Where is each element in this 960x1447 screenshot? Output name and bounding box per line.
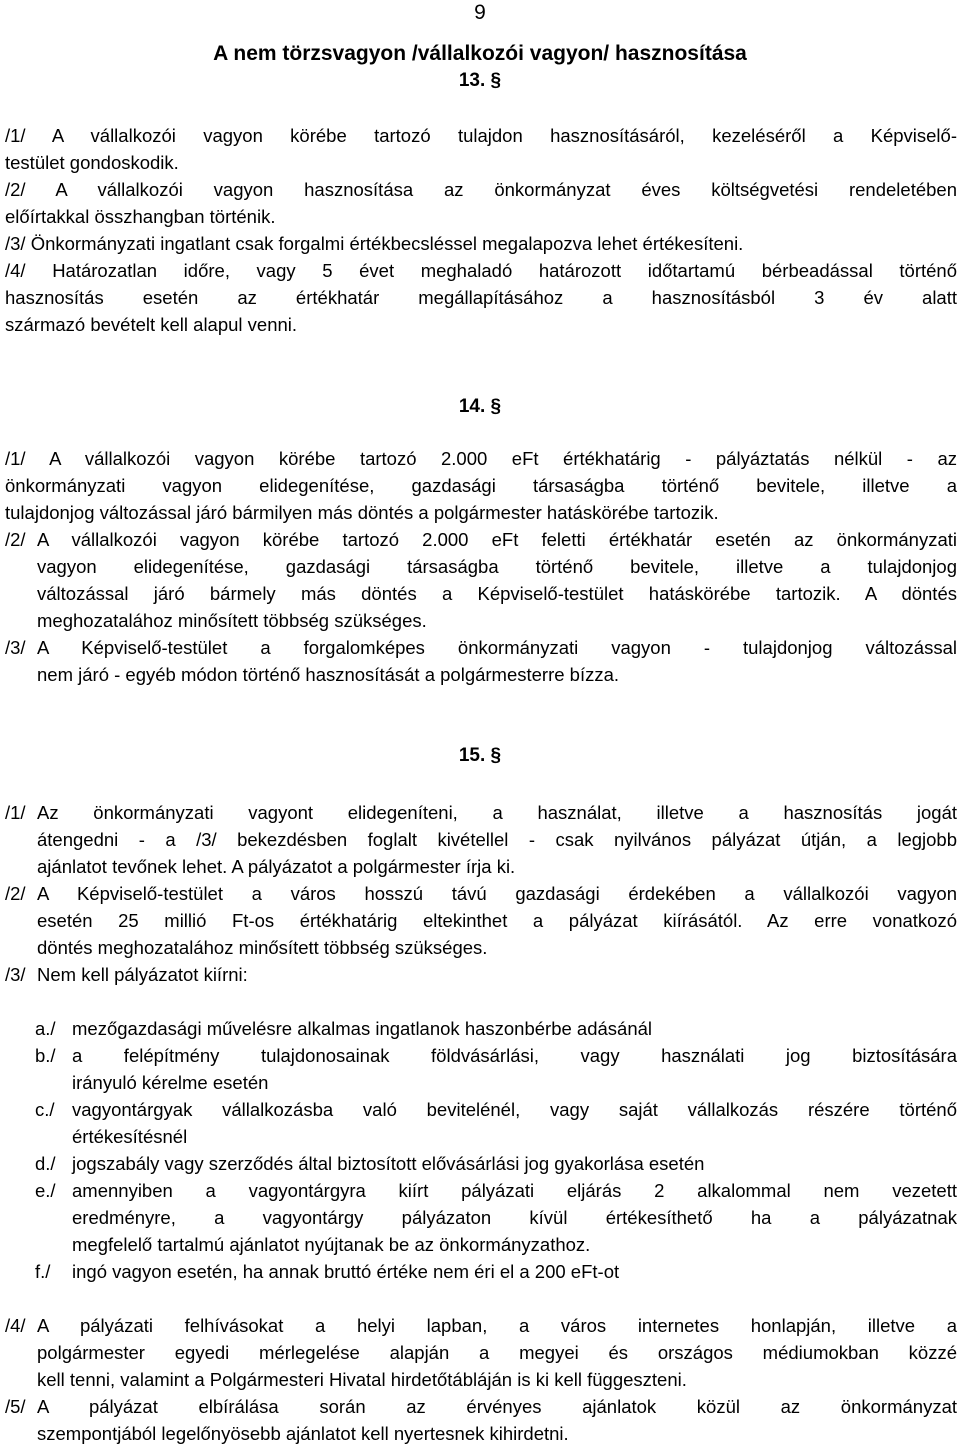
text-line: kell tenni, valamint a Polgármesteri Hivatal hirdetőtábláján is ki kell függeszteni. <box>37 1369 687 1390</box>
text-line: A vállalkozói vagyon körébe tartozó 2.000 eFt feletti értékhatár esetén az önkormányzati <box>37 529 957 550</box>
text-line: változással járó bármely más döntés a Képviselő-testület hatáskörébe tartozik. A döntés <box>37 583 957 604</box>
text-line: Nem kell pályázatot kiírni: <box>37 964 248 985</box>
section-13-paragraph-1 <box>5 122 957 176</box>
list-item-d <box>35 1150 957 1177</box>
text-line: irányuló kérelme esetén <box>72 1072 269 1093</box>
text-line: mezőgazdasági művelésre alkalmas ingatlanok haszonbérbe adásánál <box>72 1018 653 1039</box>
text-line: A Képviselő-testület a város hosszú távú gazdasági érdekében a vállalkozói vagyon <box>37 883 957 904</box>
text-line: esetén 25 millió Ft-os értékhatárig eltekinthet a pályázat kiírásától. Az erre vonatkozó <box>37 910 957 931</box>
list-item-c <box>35 1096 957 1150</box>
text-line: ajánlatot tevőnek lehet. A pályázatot a polgármester írja ki. <box>37 856 516 877</box>
list-item-label: c./ <box>35 1099 55 1120</box>
text-line: ingó vagyon esetén, ha annak bruttó értéke nem éri el a 200 eFt-ot <box>72 1261 620 1282</box>
section-13-heading: 13. § <box>458 70 502 91</box>
section-15-paragraph-2 <box>5 880 957 961</box>
text-line: hasznosítás esetén az értékhatár megállapításához a hasznosításból 3 év alatt <box>5 287 957 308</box>
section-15-heading: 15. § <box>458 745 502 766</box>
section-14-heading: 14. § <box>458 396 502 417</box>
text-line: származó bevételt kell alapul venni. <box>5 314 298 335</box>
paragraph-label: /5/ <box>5 1396 26 1417</box>
list-item-label: b./ <box>35 1045 56 1066</box>
paragraph-label: /3/ <box>5 964 26 985</box>
text-line: értékesítésnél <box>72 1126 188 1147</box>
page-number: 9 <box>474 1 486 24</box>
section-14-paragraph-3 <box>5 634 957 688</box>
paragraph-label: /2/ <box>5 529 26 550</box>
text-line: megfelelő tartalmú ajánlatot nyújtanak be az önkormányzathoz. <box>72 1234 591 1255</box>
page-title: A nem törzsvagyon /vállalkozói vagyon/ hasznosítása <box>213 42 747 65</box>
text-line: előírtakkal összhangban történik. <box>5 206 276 227</box>
list-item-label: e./ <box>35 1180 56 1201</box>
section-13-paragraph-3 <box>5 230 957 257</box>
text-line: Az önkormányzati vagyont elidegeníteni, a használat, illetve a hasznosítás jogát <box>37 802 957 823</box>
text-line: nem járó - egyéb módon történő hasznosítását a polgármesterre bízza. <box>37 664 620 685</box>
section-15-paragraph-3 <box>5 961 957 988</box>
section-13-paragraph-4 <box>5 257 957 338</box>
text-line: A pályázat elbírálása során az érvényes ajánlatok közül az önkormányzat <box>37 1396 957 1417</box>
list-item-label: a./ <box>35 1018 56 1039</box>
list-item-b <box>35 1042 957 1096</box>
text-line: tulajdonjog változással járó bármilyen más döntés a polgármester hatáskörébe tartozik. <box>5 502 719 523</box>
paragraph-label: /4/ <box>5 1315 26 1336</box>
text-line: vagyontárgyak vállalkozásba való bevitelénél, vagy saját vállalkozás részére történő <box>72 1099 957 1120</box>
section-15-paragraph-5 <box>5 1393 957 1447</box>
text-line: /2/ A vállalkozói vagyon hasznosítása az önkormányzat éves költségvetési rendeletében <box>5 179 957 200</box>
text-line: /1/ A vállalkozói vagyon körébe tartozó tulajdon hasznosításáról, kezeléséről a Képviselő- <box>5 125 957 146</box>
list-item-label: d./ <box>35 1153 56 1174</box>
text-line: testület gondoskodik. <box>5 152 179 173</box>
text-line: vagyon elidegenítése, gazdasági társaságba történő bevitele, illetve a tulajdonjog <box>37 556 957 577</box>
list-item-f <box>35 1258 957 1285</box>
paragraph-label: /3/ <box>5 637 26 658</box>
paragraph-label: /2/ <box>5 883 26 904</box>
list-item-e <box>35 1177 957 1258</box>
text-line: a felépítmény tulajdonosainak földvásárlási, vagy használati jog biztosítására <box>72 1045 957 1066</box>
text-line: meghozatalához minősített többség szükséges. <box>37 610 427 631</box>
section-15-paragraph-4 <box>5 1312 957 1393</box>
text-line: önkormányzati vagyon elidegenítése, gazdasági társaságba történő bevitele, illetve a <box>5 475 957 496</box>
section-15-paragraph-1 <box>5 799 957 880</box>
section-13-paragraph-2 <box>5 176 957 230</box>
list-item-a <box>35 1015 957 1042</box>
section-14-paragraph-2 <box>5 526 957 634</box>
text-line: amennyiben a vagyontárgyra kiírt pályázati eljárás 2 alkalommal nem vezetett <box>72 1180 957 1201</box>
text-line: döntés meghozatalához minősített többség szükséges. <box>37 937 488 958</box>
text-line: /3/ Önkormányzati ingatlant csak forgalmi értékbecsléssel megalapozva lehet értékesíteni. <box>5 233 744 254</box>
text-line: eredményre, a vagyontárgy pályázaton kívül értékesíthető ha a pályázatnak <box>72 1207 957 1228</box>
text-line: szempontjából legelőnyösebb ajánlatot kell nyertesnek kihirdetni. <box>37 1423 569 1444</box>
text-line: A pályázati felhívásokat a helyi lapban, a város internetes honlapján, illetve a <box>37 1315 957 1336</box>
section-14-paragraph-1 <box>5 445 957 526</box>
paragraph-label: /1/ <box>5 802 26 823</box>
text-line: /1/ A vállalkozói vagyon körébe tartozó 2.000 eFt értékhatárig - pályáztatás nélkül - az <box>5 448 957 469</box>
text-line: átengedni - a /3/ bekezdésben foglalt kivétellel - csak nyilvános pályázat útján, a legjobb <box>37 829 957 850</box>
text-line: polgármester egyedi mérlegelése alapján a megyei és országos médiumokban közzé <box>37 1342 957 1363</box>
text-line: A Képviselő-testület a forgalomképes önkormányzati vagyon - tulajdonjog változással <box>37 637 957 658</box>
list-item-label: f./ <box>35 1261 51 1282</box>
text-line: /4/ Határozatlan időre, vagy 5 évet meghaladó határozott időtartamú bérbeadással történő <box>5 260 957 281</box>
text-line: jogszabály vagy szerződés által biztosított elővásárlási jog gyakorlása esetén <box>72 1153 705 1174</box>
